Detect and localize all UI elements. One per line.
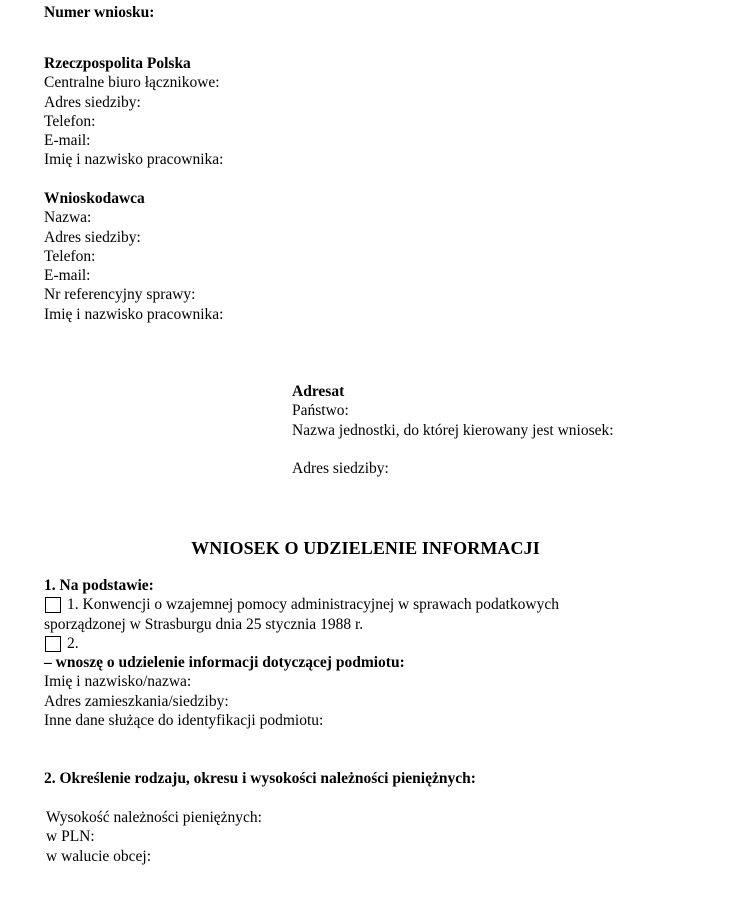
option-2-label: 2. (67, 634, 79, 652)
addressee-field-unit: Nazwa jednostki, do której kierowany jest wniosek: (292, 421, 614, 439)
addressee-field-address: Adres siedziby: (292, 459, 389, 477)
addressee-heading: Adresat (292, 383, 345, 400)
option-1-label: 1. Konwencji o wzajemnej pomocy administracyjnej w sprawach podatkowych (67, 596, 559, 614)
section-1 (44, 576, 684, 730)
document-title: WNIOSEK O UDZIELENIE INFORMACJI (191, 538, 540, 558)
option-2-row (44, 634, 684, 653)
addressee-field-country: Państwo: (292, 402, 349, 420)
rp-field-liaison-office: Centralne biuro łącznikowe: (44, 74, 220, 92)
section-1-heading: 1. Na podstawie: (44, 577, 154, 594)
rp-field-employee-name: Imię i nazwisko pracownika: (44, 151, 224, 169)
applicant-heading: Wnioskodawca (44, 190, 145, 207)
rp-field-phone: Telefon: (44, 112, 96, 130)
applicant-field-reference: Nr referencyjny sprawy: (44, 286, 196, 304)
option-1-label-continuation: sporządzonej w Strasburgu dnia 25 stycznia 1988 r. (44, 615, 364, 633)
applicant-field-address: Adres siedziby: (44, 228, 141, 246)
amount-pln-field: w PLN: (46, 828, 95, 846)
rp-field-email: E-mail: (44, 132, 91, 150)
applicant-field-employee-name: Imię i nazwisko pracownika: (44, 305, 224, 323)
request-statement: – wnoszę o udzielenie informacji dotyczącej podmiotu: (44, 654, 405, 672)
addressee-section (292, 382, 614, 478)
rp-heading: Rzeczpospolita Polska (44, 55, 191, 72)
option-2-checkbox[interactable] (45, 636, 61, 652)
option-1-row (44, 595, 684, 614)
section-2-fields (46, 808, 262, 866)
applicant-field-email: E-mail: (44, 267, 91, 285)
amount-foreign-currency-field: w walucie obcej: (46, 847, 152, 865)
subject-field-name: Imię i nazwisko/nazwa: (44, 673, 192, 691)
addressee-spacer (292, 440, 614, 459)
amount-field-label: Wysokość należności pieniężnych: (46, 809, 262, 826)
section-2-heading: 2. Określenie rodzaju, okresu i wysokości należności pieniężnych: (44, 770, 476, 787)
rp-field-address: Adres siedziby: (44, 93, 141, 111)
subject-field-other-data: Inne dane służące do identyfikacji podmiotu: (44, 712, 324, 730)
rp-section (44, 54, 223, 170)
request-number-label: Numer wniosku: (44, 4, 155, 21)
applicant-field-name: Nazwa: (44, 209, 92, 227)
applicant-section (44, 189, 223, 324)
applicant-field-phone: Telefon: (44, 247, 96, 265)
option-1-checkbox[interactable] (45, 597, 61, 613)
subject-field-address: Adres zamieszkania/siedziby: (44, 692, 229, 710)
